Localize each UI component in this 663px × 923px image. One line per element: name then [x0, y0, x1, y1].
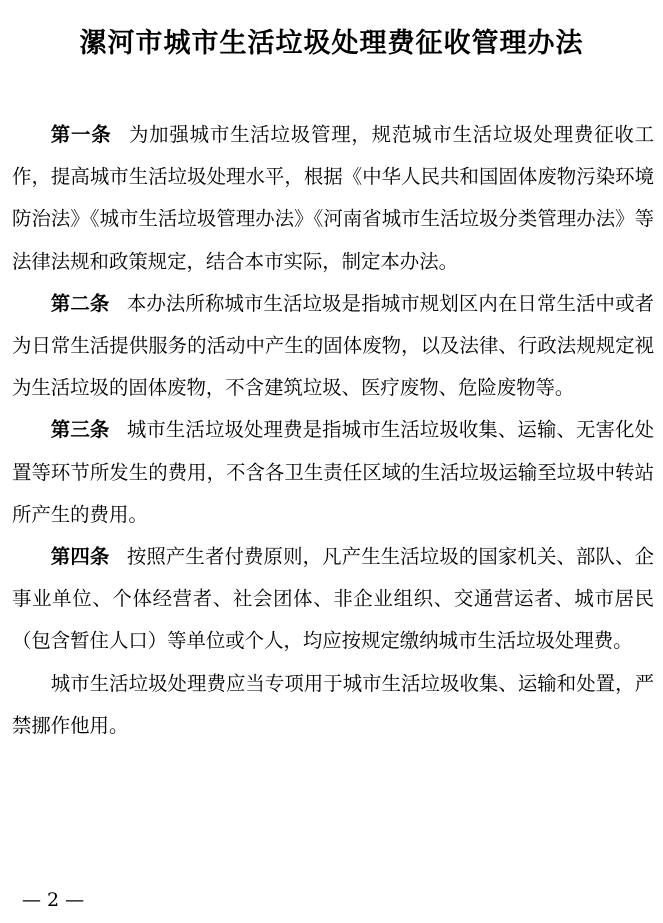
article-4	[12, 536, 654, 663]
article-4-paragraph-2: 城市生活垃圾处理费应当专项用于城市生活垃圾收集、运输和处置，严禁挪作他用。	[12, 671, 654, 737]
article-text: 城市生活垃圾处理费是指城市生活垃圾收集、运输、无害化处置等环节所发生的费用，不含各卫生责任区域的生活垃圾运输至垃圾中转站所产生的费用。	[12, 418, 655, 526]
document-title: 漯河市城市生活垃圾处理费征收管理办法	[79, 28, 584, 59]
article-number: 第二条	[50, 291, 110, 315]
article-1	[12, 114, 654, 283]
article-text: 本办法所称城市生活垃圾是指城市规划区内在日常生活中或者为日常生活提供服务的活动中产生的固体废物，以及法律、行政法规规定视为生活垃圾的固体废物，不含建筑垃圾、医疗废物、危险废物等。	[12, 291, 655, 400]
article-3	[12, 409, 654, 536]
article-text: 为加强城市生活垃圾管理，规范城市生活垃圾处理费征收工作，提高城市生活垃圾处理水平，根据《中华人民共和国固体废物污染环境防治法》《城市生活垃圾管理办法》《河南省城市生活垃圾分类管理办法》等法律法规和政策规定，结合本市实际，制定本办法。	[12, 123, 655, 273]
article-number: 第四条	[50, 545, 110, 569]
article-2	[12, 283, 654, 410]
article-text: 按照产生者付费原则，凡产生生活垃圾的国家机关、部队、企事业单位、个体经营者、社会团体、非企业组织、交通营运者、城市居民（包含暂住人口）等单位或个人，均应按规定缴纳城市生活垃圾处理费。	[12, 545, 655, 653]
document-body	[12, 114, 654, 747]
article-number: 第三条	[50, 418, 110, 442]
page-number: — 2 —	[22, 889, 85, 911]
article-number: 第一条	[50, 123, 112, 146]
